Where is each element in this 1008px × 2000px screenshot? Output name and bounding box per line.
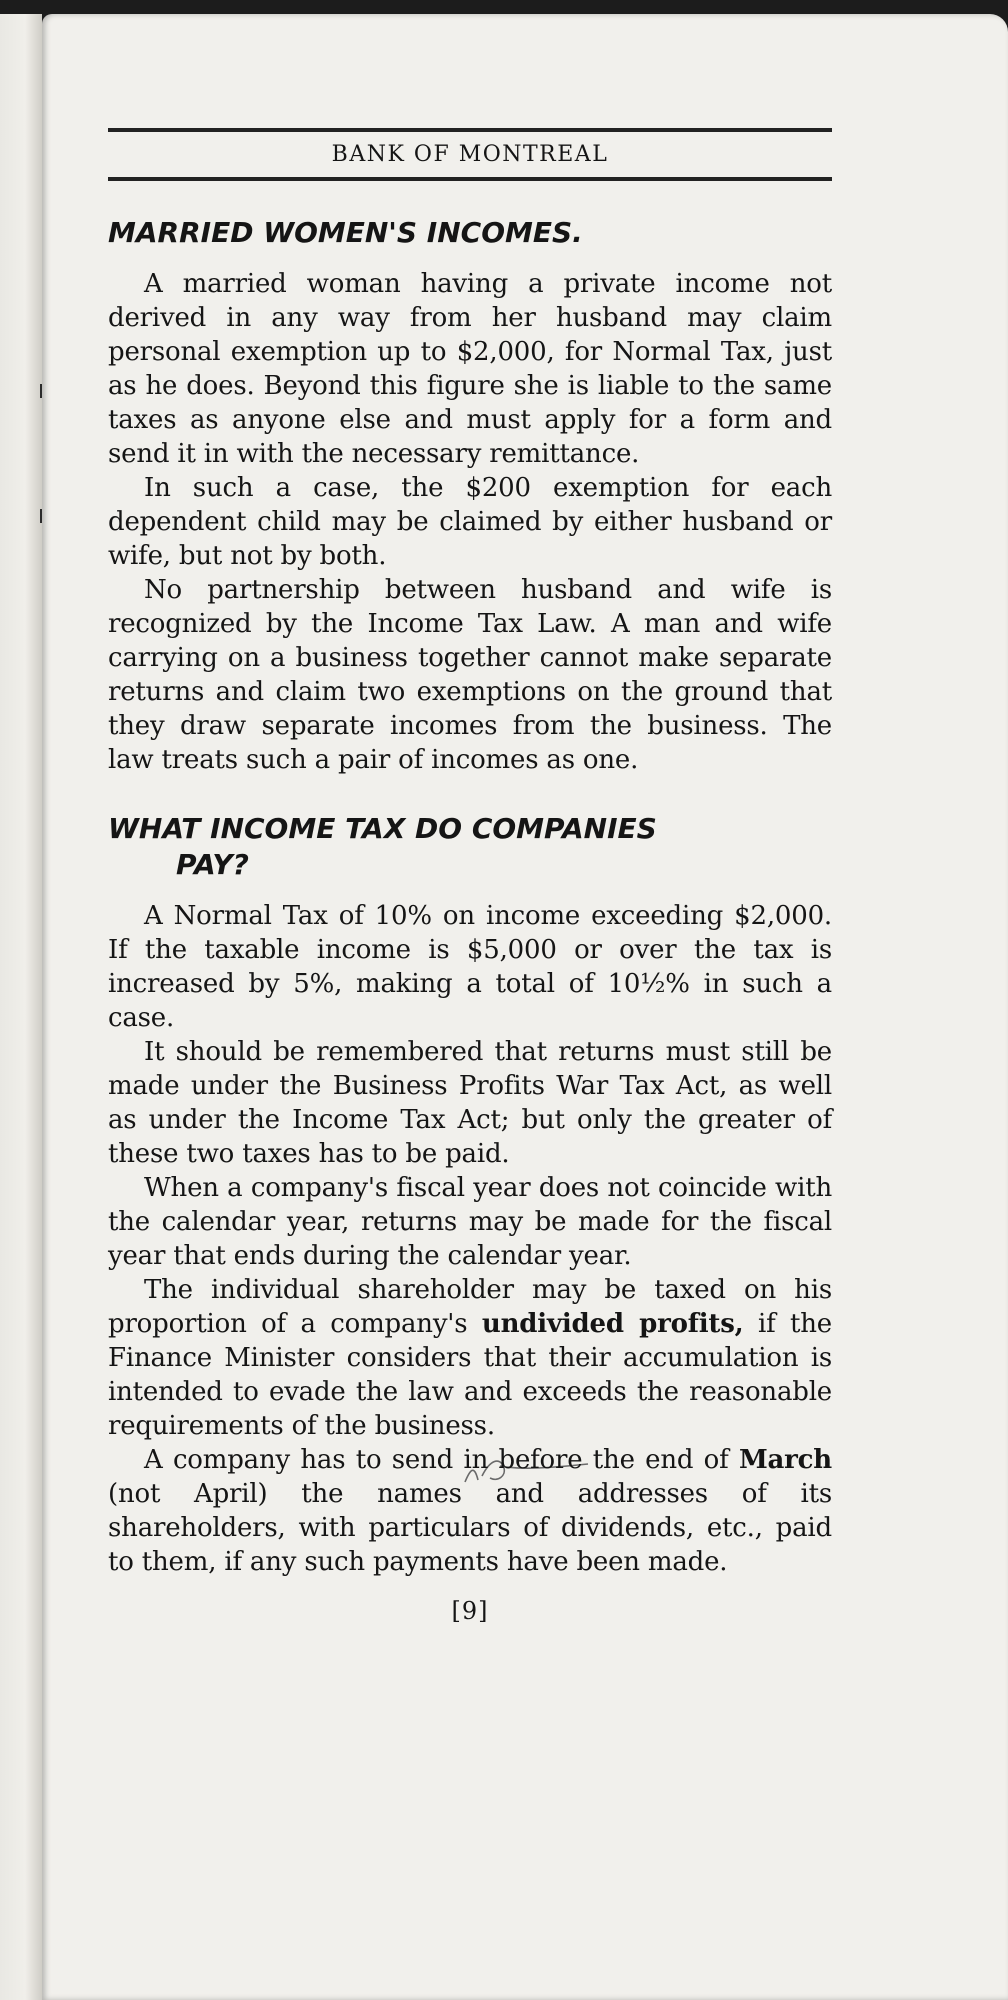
- running-header: BANK OF MONTREAL: [331, 142, 609, 167]
- paragraph: A married woman having a private income not derived in any way from her husband may claim personal exemption up to $2,000, for Normal Tax, just as he does. Beyond this figure she is liable to the same taxes as anyone else and must apply for a form and send it in with the necessary remittance.: [108, 269, 832, 469]
- paragraph: It should be remembered that returns must still be made under the Business Profits War Tax Act, as well as under the Income Tax Act; but only the greater of these two taxes has to be paid.: [108, 1037, 832, 1169]
- text-run: A company has to send in before the end of: [144, 1445, 739, 1475]
- text-run: (not April) the names and addresses of its shareholders, with particulars of dividends, etc., paid to them, if any such payments have been made.: [108, 1479, 832, 1577]
- heading-line: WHAT INCOME TAX DO COMPANIES: [108, 812, 657, 845]
- heading-line: PAY?: [176, 848, 249, 881]
- paragraph: When a company's fiscal year does not coincide with the calendar year, returns may be made for the fiscal year that ends during the calendar year.: [108, 1173, 832, 1271]
- bold-text: March: [738, 1445, 832, 1475]
- bold-text: undivided profits,: [481, 1309, 744, 1339]
- paragraph: No partnership between husband and wife is recognized by the Income Tax Law. A man and wife carrying on a business together cannot make separate returns and claim two exemptions on the ground that they draw separate incomes from the business. The law treats such a pair of incomes as one.: [108, 575, 832, 775]
- page-content: [108, 128, 832, 1625]
- header-rule-bottom: [108, 177, 832, 181]
- text-run: if the Finance Minister considers that their accumulation is intended to evade the law and exceeds the reasonable requirements of the business.: [108, 1309, 832, 1441]
- paragraph: [108, 1443, 832, 1579]
- paragraph: A Normal Tax of 10% on income exceeding $2,000. If the taxable income is $5,000 or over the tax is increased by 5%, making a total of 10½% in such a case.: [108, 901, 832, 1033]
- paragraph: [108, 1273, 832, 1443]
- section-heading-companies: [108, 811, 832, 883]
- page-number: [9]: [451, 1597, 489, 1625]
- text-run: The individual shareholder may be taxed on his proportion of a company's: [108, 1275, 832, 1339]
- section-heading-married-women: MARRIED WOMEN'S INCOMES.: [108, 216, 583, 249]
- paragraph: In such a case, the $200 exemption for each dependent child may be claimed by either husband or wife, but not by both.: [108, 473, 832, 571]
- facing-page-edge: [0, 14, 42, 2000]
